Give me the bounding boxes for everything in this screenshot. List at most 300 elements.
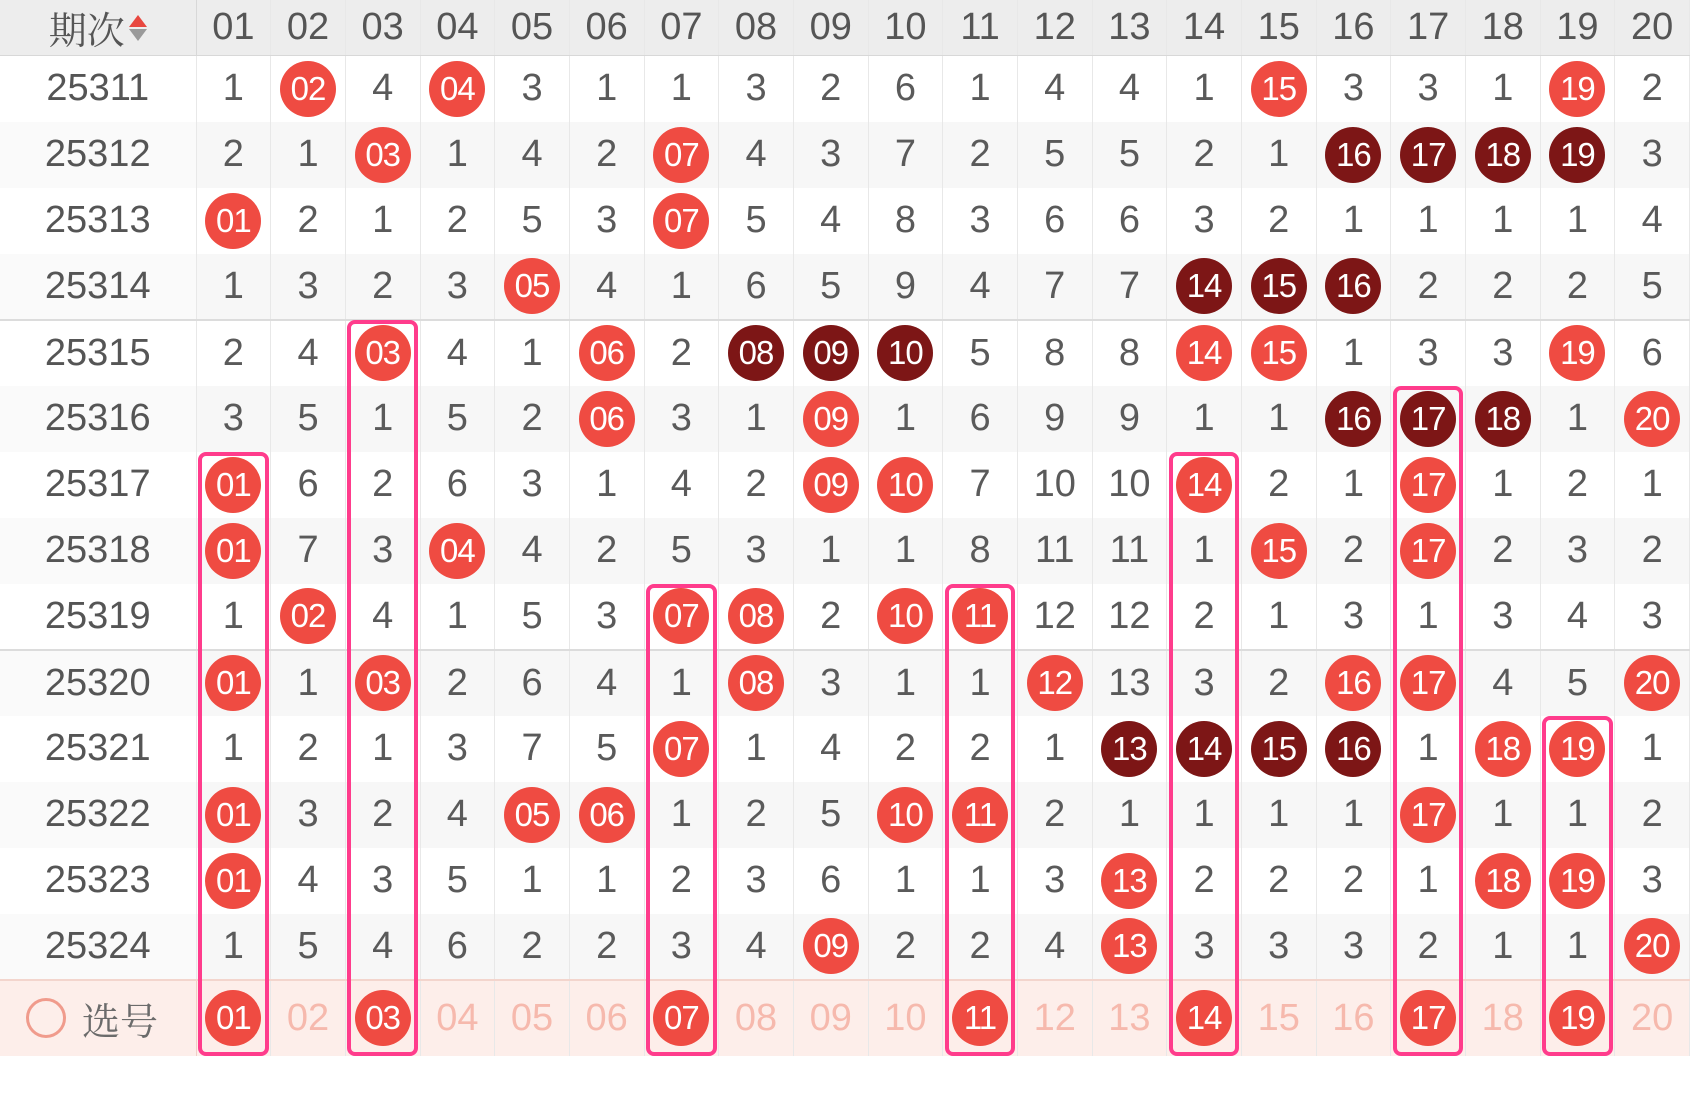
cell-r10-c4[interactable] xyxy=(495,716,570,782)
cell-r12-c19[interactable] xyxy=(1615,848,1690,914)
cell-r7-c1[interactable] xyxy=(271,518,346,584)
issue-number[interactable]: 25322 xyxy=(0,782,196,848)
cell-r11-c0[interactable] xyxy=(196,782,271,848)
cell-r6-c0[interactable] xyxy=(196,452,271,518)
cell-r6-c9[interactable] xyxy=(868,452,943,518)
cell-r13-c15[interactable] xyxy=(1316,914,1391,980)
cell-rsel-c18[interactable] xyxy=(1540,980,1615,1056)
cell-r1-c0[interactable] xyxy=(196,122,271,188)
cell-r5-c7[interactable] xyxy=(719,386,794,452)
issue-number[interactable]: 25321 xyxy=(0,716,196,782)
cell-r6-c11[interactable] xyxy=(1017,452,1092,518)
cell-r10-c19[interactable] xyxy=(1615,716,1690,782)
issue-number[interactable]: 25316 xyxy=(0,386,196,452)
cell-r8-c9[interactable] xyxy=(868,584,943,650)
column-header-07[interactable]: 07 xyxy=(644,0,719,56)
cell-r3-c2[interactable] xyxy=(345,254,420,320)
cell-r10-c3[interactable] xyxy=(420,716,495,782)
cell-r7-c17[interactable] xyxy=(1465,518,1540,584)
cell-r2-c13[interactable] xyxy=(1167,188,1242,254)
cell-r2-c3[interactable] xyxy=(420,188,495,254)
cell-r5-c18[interactable] xyxy=(1540,386,1615,452)
cell-r7-c5[interactable] xyxy=(569,518,644,584)
cell-r8-c14[interactable] xyxy=(1241,584,1316,650)
cell-r13-c12[interactable] xyxy=(1092,914,1167,980)
cell-r7-c0[interactable] xyxy=(196,518,271,584)
cell-r6-c15[interactable] xyxy=(1316,452,1391,518)
cell-r1-c6[interactable] xyxy=(644,122,719,188)
cell-r2-c16[interactable] xyxy=(1391,188,1466,254)
cell-r5-c3[interactable] xyxy=(420,386,495,452)
cell-r4-c2[interactable] xyxy=(345,320,420,386)
cell-r8-c13[interactable] xyxy=(1167,584,1242,650)
cell-r9-c9[interactable] xyxy=(868,650,943,716)
cell-r9-c11[interactable] xyxy=(1017,650,1092,716)
cell-rsel-c16[interactable] xyxy=(1391,980,1466,1056)
cell-r2-c15[interactable] xyxy=(1316,188,1391,254)
cell-r12-c5[interactable] xyxy=(569,848,644,914)
cell-r0-c3[interactable] xyxy=(420,56,495,122)
cell-r12-c3[interactable] xyxy=(420,848,495,914)
cell-r7-c18[interactable] xyxy=(1540,518,1615,584)
cell-r6-c4[interactable] xyxy=(495,452,570,518)
cell-r1-c9[interactable] xyxy=(868,122,943,188)
column-header-11[interactable]: 11 xyxy=(943,0,1018,56)
cell-r3-c14[interactable] xyxy=(1241,254,1316,320)
cell-r10-c1[interactable] xyxy=(271,716,346,782)
cell-r6-c17[interactable] xyxy=(1465,452,1540,518)
cell-r0-c1[interactable] xyxy=(271,56,346,122)
cell-r12-c1[interactable] xyxy=(271,848,346,914)
cell-r10-c18[interactable] xyxy=(1540,716,1615,782)
circle-icon[interactable] xyxy=(26,998,66,1038)
cell-r9-c14[interactable] xyxy=(1241,650,1316,716)
cell-r10-c17[interactable] xyxy=(1465,716,1540,782)
column-header-04[interactable]: 04 xyxy=(420,0,495,56)
column-header-15[interactable]: 15 xyxy=(1241,0,1316,56)
cell-r12-c12[interactable] xyxy=(1092,848,1167,914)
cell-r8-c5[interactable] xyxy=(569,584,644,650)
cell-r3-c18[interactable] xyxy=(1540,254,1615,320)
cell-r1-c8[interactable] xyxy=(793,122,868,188)
cell-r12-c8[interactable] xyxy=(793,848,868,914)
column-header-06[interactable]: 06 xyxy=(569,0,644,56)
cell-r9-c3[interactable] xyxy=(420,650,495,716)
cell-r10-c11[interactable] xyxy=(1017,716,1092,782)
cell-r11-c7[interactable] xyxy=(719,782,794,848)
cell-r11-c10[interactable] xyxy=(943,782,1018,848)
cell-r10-c12[interactable] xyxy=(1092,716,1167,782)
cell-r8-c15[interactable] xyxy=(1316,584,1391,650)
cell-r2-c12[interactable] xyxy=(1092,188,1167,254)
cell-rsel-c5[interactable] xyxy=(569,980,644,1056)
cell-r13-c10[interactable] xyxy=(943,914,1018,980)
cell-r5-c1[interactable] xyxy=(271,386,346,452)
cell-r3-c10[interactable] xyxy=(943,254,1018,320)
column-header-10[interactable]: 10 xyxy=(868,0,943,56)
issue-number[interactable]: 25318 xyxy=(0,518,196,584)
cell-r5-c14[interactable] xyxy=(1241,386,1316,452)
cell-r12-c6[interactable] xyxy=(644,848,719,914)
cell-r2-c10[interactable] xyxy=(943,188,1018,254)
cell-r11-c16[interactable] xyxy=(1391,782,1466,848)
cell-rsel-c10[interactable] xyxy=(943,980,1018,1056)
cell-rsel-c2[interactable] xyxy=(345,980,420,1056)
cell-r5-c4[interactable] xyxy=(495,386,570,452)
cell-r5-c12[interactable] xyxy=(1092,386,1167,452)
cell-r0-c7[interactable] xyxy=(719,56,794,122)
cell-r3-c0[interactable] xyxy=(196,254,271,320)
cell-r4-c3[interactable] xyxy=(420,320,495,386)
cell-r1-c5[interactable] xyxy=(569,122,644,188)
cell-r3-c7[interactable] xyxy=(719,254,794,320)
cell-r13-c11[interactable] xyxy=(1017,914,1092,980)
cell-rsel-c17[interactable] xyxy=(1465,980,1540,1056)
cell-r6-c5[interactable] xyxy=(569,452,644,518)
cell-r6-c8[interactable] xyxy=(793,452,868,518)
column-header-20[interactable]: 20 xyxy=(1615,0,1690,56)
cell-r7-c19[interactable] xyxy=(1615,518,1690,584)
cell-r11-c6[interactable] xyxy=(644,782,719,848)
issue-number[interactable]: 25323 xyxy=(0,848,196,914)
column-header-14[interactable]: 14 xyxy=(1167,0,1242,56)
cell-r9-c12[interactable] xyxy=(1092,650,1167,716)
issue-number[interactable]: 25312 xyxy=(0,122,196,188)
issue-number[interactable]: 25317 xyxy=(0,452,196,518)
cell-r1-c3[interactable] xyxy=(420,122,495,188)
cell-r10-c10[interactable] xyxy=(943,716,1018,782)
cell-rsel-c7[interactable] xyxy=(719,980,794,1056)
cell-r8-c6[interactable] xyxy=(644,584,719,650)
cell-r11-c3[interactable] xyxy=(420,782,495,848)
cell-r8-c16[interactable] xyxy=(1391,584,1466,650)
column-header-16[interactable]: 16 xyxy=(1316,0,1391,56)
cell-r13-c7[interactable] xyxy=(719,914,794,980)
cell-r2-c6[interactable] xyxy=(644,188,719,254)
cell-r7-c9[interactable] xyxy=(868,518,943,584)
cell-r5-c10[interactable] xyxy=(943,386,1018,452)
cell-r2-c14[interactable] xyxy=(1241,188,1316,254)
column-header-17[interactable]: 17 xyxy=(1391,0,1466,56)
cell-r9-c15[interactable] xyxy=(1316,650,1391,716)
cell-r2-c1[interactable] xyxy=(271,188,346,254)
cell-r13-c14[interactable] xyxy=(1241,914,1316,980)
cell-r4-c18[interactable] xyxy=(1540,320,1615,386)
cell-rsel-c13[interactable] xyxy=(1167,980,1242,1056)
cell-r1-c7[interactable] xyxy=(719,122,794,188)
cell-r0-c13[interactable] xyxy=(1167,56,1242,122)
cell-r2-c19[interactable] xyxy=(1615,188,1690,254)
cell-r0-c19[interactable] xyxy=(1615,56,1690,122)
cell-r4-c19[interactable] xyxy=(1615,320,1690,386)
cell-r1-c2[interactable] xyxy=(345,122,420,188)
cell-r1-c4[interactable] xyxy=(495,122,570,188)
cell-r5-c11[interactable] xyxy=(1017,386,1092,452)
cell-r4-c11[interactable] xyxy=(1017,320,1092,386)
cell-r3-c5[interactable] xyxy=(569,254,644,320)
cell-r2-c17[interactable] xyxy=(1465,188,1540,254)
cell-r1-c1[interactable] xyxy=(271,122,346,188)
cell-r8-c19[interactable] xyxy=(1615,584,1690,650)
cell-r9-c1[interactable] xyxy=(271,650,346,716)
cell-r3-c4[interactable] xyxy=(495,254,570,320)
cell-rsel-c3[interactable] xyxy=(420,980,495,1056)
cell-r1-c17[interactable] xyxy=(1465,122,1540,188)
cell-r6-c13[interactable] xyxy=(1167,452,1242,518)
cell-r12-c17[interactable] xyxy=(1465,848,1540,914)
cell-r0-c5[interactable] xyxy=(569,56,644,122)
cell-r11-c17[interactable] xyxy=(1465,782,1540,848)
cell-r11-c1[interactable] xyxy=(271,782,346,848)
cell-r9-c0[interactable] xyxy=(196,650,271,716)
cell-r10-c14[interactable] xyxy=(1241,716,1316,782)
cell-r12-c10[interactable] xyxy=(943,848,1018,914)
cell-r11-c12[interactable] xyxy=(1092,782,1167,848)
cell-r5-c5[interactable] xyxy=(569,386,644,452)
cell-r0-c6[interactable] xyxy=(644,56,719,122)
cell-r11-c14[interactable] xyxy=(1241,782,1316,848)
cell-r7-c3[interactable] xyxy=(420,518,495,584)
cell-r11-c2[interactable] xyxy=(345,782,420,848)
issue-number[interactable]: 25315 xyxy=(0,320,196,386)
cell-r2-c8[interactable] xyxy=(793,188,868,254)
cell-rsel-c6[interactable] xyxy=(644,980,719,1056)
cell-r1-c10[interactable] xyxy=(943,122,1018,188)
cell-rsel-c1[interactable] xyxy=(271,980,346,1056)
cell-r0-c4[interactable] xyxy=(495,56,570,122)
cell-r1-c12[interactable] xyxy=(1092,122,1167,188)
cell-r1-c19[interactable] xyxy=(1615,122,1690,188)
cell-r10-c9[interactable] xyxy=(868,716,943,782)
cell-r12-c7[interactable] xyxy=(719,848,794,914)
cell-r11-c18[interactable] xyxy=(1540,782,1615,848)
cell-r3-c19[interactable] xyxy=(1615,254,1690,320)
cell-r4-c16[interactable] xyxy=(1391,320,1466,386)
cell-r9-c18[interactable] xyxy=(1540,650,1615,716)
cell-r11-c5[interactable] xyxy=(569,782,644,848)
column-header-issue[interactable] xyxy=(0,0,196,56)
cell-r7-c15[interactable] xyxy=(1316,518,1391,584)
cell-r13-c16[interactable] xyxy=(1391,914,1466,980)
column-header-02[interactable]: 02 xyxy=(271,0,346,56)
cell-r10-c16[interactable] xyxy=(1391,716,1466,782)
cell-r12-c13[interactable] xyxy=(1167,848,1242,914)
cell-r0-c15[interactable] xyxy=(1316,56,1391,122)
cell-r11-c4[interactable] xyxy=(495,782,570,848)
cell-r6-c7[interactable] xyxy=(719,452,794,518)
select-row-label-cell[interactable] xyxy=(0,980,196,1056)
cell-r1-c13[interactable] xyxy=(1167,122,1242,188)
cell-r12-c18[interactable] xyxy=(1540,848,1615,914)
cell-r0-c8[interactable] xyxy=(793,56,868,122)
column-header-03[interactable]: 03 xyxy=(345,0,420,56)
issue-number[interactable]: 25324 xyxy=(0,914,196,980)
cell-r7-c12[interactable] xyxy=(1092,518,1167,584)
cell-r6-c3[interactable] xyxy=(420,452,495,518)
cell-r12-c9[interactable] xyxy=(868,848,943,914)
cell-r7-c6[interactable] xyxy=(644,518,719,584)
cell-r4-c1[interactable] xyxy=(271,320,346,386)
cell-r13-c19[interactable] xyxy=(1615,914,1690,980)
cell-r0-c17[interactable] xyxy=(1465,56,1540,122)
cell-r3-c1[interactable] xyxy=(271,254,346,320)
issue-number[interactable]: 25311 xyxy=(0,56,196,122)
cell-r7-c2[interactable] xyxy=(345,518,420,584)
cell-r3-c9[interactable] xyxy=(868,254,943,320)
column-header-01[interactable]: 01 xyxy=(196,0,271,56)
cell-r4-c12[interactable] xyxy=(1092,320,1167,386)
cell-r4-c14[interactable] xyxy=(1241,320,1316,386)
cell-r3-c8[interactable] xyxy=(793,254,868,320)
cell-r8-c2[interactable] xyxy=(345,584,420,650)
cell-r5-c8[interactable] xyxy=(793,386,868,452)
cell-r8-c8[interactable] xyxy=(793,584,868,650)
cell-rsel-c0[interactable] xyxy=(196,980,271,1056)
cell-r9-c5[interactable] xyxy=(569,650,644,716)
cell-r3-c3[interactable] xyxy=(420,254,495,320)
cell-r4-c4[interactable] xyxy=(495,320,570,386)
cell-r13-c4[interactable] xyxy=(495,914,570,980)
cell-rsel-c11[interactable] xyxy=(1017,980,1092,1056)
cell-r1-c16[interactable] xyxy=(1391,122,1466,188)
cell-r9-c19[interactable] xyxy=(1615,650,1690,716)
cell-r13-c8[interactable] xyxy=(793,914,868,980)
cell-r10-c0[interactable] xyxy=(196,716,271,782)
cell-r4-c9[interactable] xyxy=(868,320,943,386)
cell-r8-c4[interactable] xyxy=(495,584,570,650)
cell-r13-c17[interactable] xyxy=(1465,914,1540,980)
cell-rsel-c8[interactable] xyxy=(793,980,868,1056)
cell-r2-c9[interactable] xyxy=(868,188,943,254)
cell-r9-c6[interactable] xyxy=(644,650,719,716)
cell-r2-c5[interactable] xyxy=(569,188,644,254)
cell-r7-c7[interactable] xyxy=(719,518,794,584)
cell-r6-c14[interactable] xyxy=(1241,452,1316,518)
cell-rsel-c9[interactable] xyxy=(868,980,943,1056)
cell-r6-c19[interactable] xyxy=(1615,452,1690,518)
cell-r12-c11[interactable] xyxy=(1017,848,1092,914)
cell-r3-c12[interactable] xyxy=(1092,254,1167,320)
cell-r10-c13[interactable] xyxy=(1167,716,1242,782)
cell-r1-c18[interactable] xyxy=(1540,122,1615,188)
cell-r6-c2[interactable] xyxy=(345,452,420,518)
cell-r13-c6[interactable] xyxy=(644,914,719,980)
cell-r0-c11[interactable] xyxy=(1017,56,1092,122)
cell-r8-c1[interactable] xyxy=(271,584,346,650)
column-header-09[interactable]: 09 xyxy=(793,0,868,56)
cell-r8-c11[interactable] xyxy=(1017,584,1092,650)
cell-r4-c10[interactable] xyxy=(943,320,1018,386)
cell-r4-c15[interactable] xyxy=(1316,320,1391,386)
issue-number[interactable]: 25320 xyxy=(0,650,196,716)
column-header-19[interactable]: 19 xyxy=(1540,0,1615,56)
issue-number[interactable]: 25313 xyxy=(0,188,196,254)
cell-r9-c8[interactable] xyxy=(793,650,868,716)
cell-r11-c15[interactable] xyxy=(1316,782,1391,848)
cell-r6-c6[interactable] xyxy=(644,452,719,518)
cell-r9-c4[interactable] xyxy=(495,650,570,716)
cell-r1-c14[interactable] xyxy=(1241,122,1316,188)
cell-r1-c11[interactable] xyxy=(1017,122,1092,188)
cell-rsel-c14[interactable] xyxy=(1241,980,1316,1056)
cell-rsel-c15[interactable] xyxy=(1316,980,1391,1056)
cell-r5-c2[interactable] xyxy=(345,386,420,452)
cell-r12-c15[interactable] xyxy=(1316,848,1391,914)
cell-r11-c8[interactable] xyxy=(793,782,868,848)
cell-r6-c18[interactable] xyxy=(1540,452,1615,518)
cell-r7-c11[interactable] xyxy=(1017,518,1092,584)
cell-r8-c0[interactable] xyxy=(196,584,271,650)
cell-r4-c13[interactable] xyxy=(1167,320,1242,386)
column-header-18[interactable]: 18 xyxy=(1465,0,1540,56)
cell-r5-c0[interactable] xyxy=(196,386,271,452)
cell-r8-c10[interactable] xyxy=(943,584,1018,650)
cell-r5-c17[interactable] xyxy=(1465,386,1540,452)
cell-r6-c16[interactable] xyxy=(1391,452,1466,518)
cell-r4-c0[interactable] xyxy=(196,320,271,386)
cell-r12-c14[interactable] xyxy=(1241,848,1316,914)
cell-r2-c2[interactable] xyxy=(345,188,420,254)
cell-r3-c16[interactable] xyxy=(1391,254,1466,320)
column-header-12[interactable]: 12 xyxy=(1017,0,1092,56)
cell-r2-c11[interactable] xyxy=(1017,188,1092,254)
cell-r1-c15[interactable] xyxy=(1316,122,1391,188)
cell-r0-c14[interactable] xyxy=(1241,56,1316,122)
cell-r2-c7[interactable] xyxy=(719,188,794,254)
cell-r10-c6[interactable] xyxy=(644,716,719,782)
column-header-13[interactable]: 13 xyxy=(1092,0,1167,56)
cell-r8-c7[interactable] xyxy=(719,584,794,650)
cell-r2-c0[interactable] xyxy=(196,188,271,254)
cell-r0-c9[interactable] xyxy=(868,56,943,122)
cell-r4-c5[interactable] xyxy=(569,320,644,386)
cell-r9-c7[interactable] xyxy=(719,650,794,716)
cell-r0-c12[interactable] xyxy=(1092,56,1167,122)
cell-r8-c17[interactable] xyxy=(1465,584,1540,650)
cell-r13-c2[interactable] xyxy=(345,914,420,980)
cell-r13-c9[interactable] xyxy=(868,914,943,980)
cell-r7-c4[interactable] xyxy=(495,518,570,584)
cell-r6-c10[interactable] xyxy=(943,452,1018,518)
cell-r0-c16[interactable] xyxy=(1391,56,1466,122)
cell-r0-c10[interactable] xyxy=(943,56,1018,122)
cell-r6-c1[interactable] xyxy=(271,452,346,518)
cell-r3-c13[interactable] xyxy=(1167,254,1242,320)
cell-r12-c16[interactable] xyxy=(1391,848,1466,914)
cell-r8-c3[interactable] xyxy=(420,584,495,650)
issue-number[interactable]: 25314 xyxy=(0,254,196,320)
column-header-05[interactable]: 05 xyxy=(495,0,570,56)
cell-r0-c18[interactable] xyxy=(1540,56,1615,122)
cell-r11-c11[interactable] xyxy=(1017,782,1092,848)
cell-r13-c5[interactable] xyxy=(569,914,644,980)
cell-r5-c6[interactable] xyxy=(644,386,719,452)
cell-r8-c18[interactable] xyxy=(1540,584,1615,650)
cell-r4-c8[interactable] xyxy=(793,320,868,386)
cell-r13-c1[interactable] xyxy=(271,914,346,980)
cell-r9-c13[interactable] xyxy=(1167,650,1242,716)
cell-r5-c13[interactable] xyxy=(1167,386,1242,452)
cell-r13-c18[interactable] xyxy=(1540,914,1615,980)
cell-r3-c6[interactable] xyxy=(644,254,719,320)
cell-r5-c16[interactable] xyxy=(1391,386,1466,452)
cell-r10-c2[interactable] xyxy=(345,716,420,782)
cell-r10-c5[interactable] xyxy=(569,716,644,782)
cell-r5-c15[interactable] xyxy=(1316,386,1391,452)
cell-r12-c2[interactable] xyxy=(345,848,420,914)
cell-r4-c17[interactable] xyxy=(1465,320,1540,386)
cell-r3-c15[interactable] xyxy=(1316,254,1391,320)
